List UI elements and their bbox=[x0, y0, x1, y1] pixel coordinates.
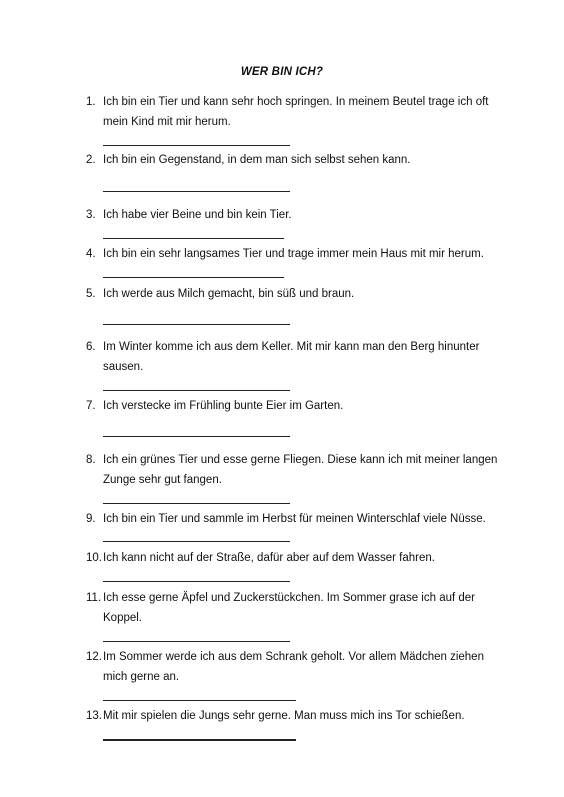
answer-line[interactable] bbox=[103, 503, 290, 504]
worksheet-title: WER BIN ICH? bbox=[240, 66, 324, 78]
question-item bbox=[86, 244, 506, 264]
question-item bbox=[86, 150, 506, 170]
question-item bbox=[86, 337, 506, 377]
question-number: 12. bbox=[86, 651, 102, 663]
question-text: Ich bin ein sehr langsames Tier und trage immer mein Haus mit mir herum. bbox=[103, 248, 484, 260]
question-item bbox=[86, 548, 506, 568]
question-item bbox=[86, 706, 506, 726]
answer-line[interactable] bbox=[103, 581, 290, 582]
question-text: Ich kann nicht auf der Straße, dafür aber auf dem Wasser fahren. bbox=[103, 552, 435, 564]
question-item bbox=[86, 588, 506, 628]
answer-line[interactable] bbox=[103, 238, 284, 239]
question-number: 3. bbox=[86, 209, 96, 221]
question-number: 6. bbox=[86, 341, 96, 353]
answer-line[interactable] bbox=[103, 324, 290, 325]
question-number: 2. bbox=[86, 154, 96, 166]
question-text: Mit mir spielen die Jungs sehr gerne. Man muss mich ins Tor schießen. bbox=[103, 710, 465, 722]
question-number: 10. bbox=[86, 552, 102, 564]
question-item bbox=[86, 92, 506, 132]
question-item bbox=[86, 284, 506, 304]
question-number: 1. bbox=[86, 96, 96, 108]
question-text: Ich habe vier Beine und bin kein Tier. bbox=[103, 209, 292, 221]
question-number: 7. bbox=[86, 400, 96, 412]
question-number: 13. bbox=[86, 710, 102, 722]
question-item bbox=[86, 396, 506, 416]
question-number: 5. bbox=[86, 288, 96, 300]
answer-line[interactable] bbox=[103, 436, 290, 437]
question-item bbox=[86, 647, 506, 687]
answer-line[interactable] bbox=[103, 191, 290, 192]
answer-line[interactable] bbox=[103, 541, 290, 542]
question-text: Ich bin ein Gegenstand, in dem man sich selbst sehen kann. bbox=[103, 154, 411, 166]
question-text: Ich werde aus Milch gemacht, bin süß und braun. bbox=[103, 288, 355, 300]
answer-line[interactable] bbox=[103, 390, 290, 391]
question-number: 9. bbox=[86, 513, 96, 525]
question-text: Im Winter komme ich aus dem Keller. Mit mir kann man den Berg hinunter sausen. bbox=[103, 341, 480, 373]
answer-line[interactable] bbox=[103, 739, 296, 741]
question-number: 4. bbox=[86, 248, 96, 260]
question-text: Im Sommer werde ich aus dem Schrank geholt. Vor allem Mädchen ziehen mich gerne an. bbox=[103, 651, 484, 683]
question-number: 11. bbox=[86, 592, 102, 604]
question-text: Ich bin ein Tier und sammle im Herbst für meinen Winterschlaf viele Nüsse. bbox=[103, 513, 486, 525]
answer-line[interactable] bbox=[103, 641, 290, 642]
question-text: Ich ein grünes Tier und esse gerne Fliegen. Diese kann ich mit meiner langen Zunge sehr gut fangen. bbox=[103, 454, 498, 486]
question-item bbox=[86, 509, 506, 529]
question-item bbox=[86, 205, 506, 225]
answer-line[interactable] bbox=[103, 700, 296, 701]
question-number: 8. bbox=[86, 454, 96, 466]
question-text: Ich bin ein Tier und kann sehr hoch springen. In meinem Beutel trage ich oft mein Kind mit mir herum. bbox=[103, 96, 489, 128]
question-text: Ich esse gerne Äpfel und Zuckerstückchen. Im Sommer grase ich auf der Koppel. bbox=[103, 592, 476, 624]
answer-line[interactable] bbox=[103, 277, 284, 278]
answer-line[interactable] bbox=[103, 145, 290, 146]
question-item bbox=[86, 450, 506, 490]
question-text: Ich verstecke im Frühling bunte Eier im Garten. bbox=[103, 400, 344, 412]
